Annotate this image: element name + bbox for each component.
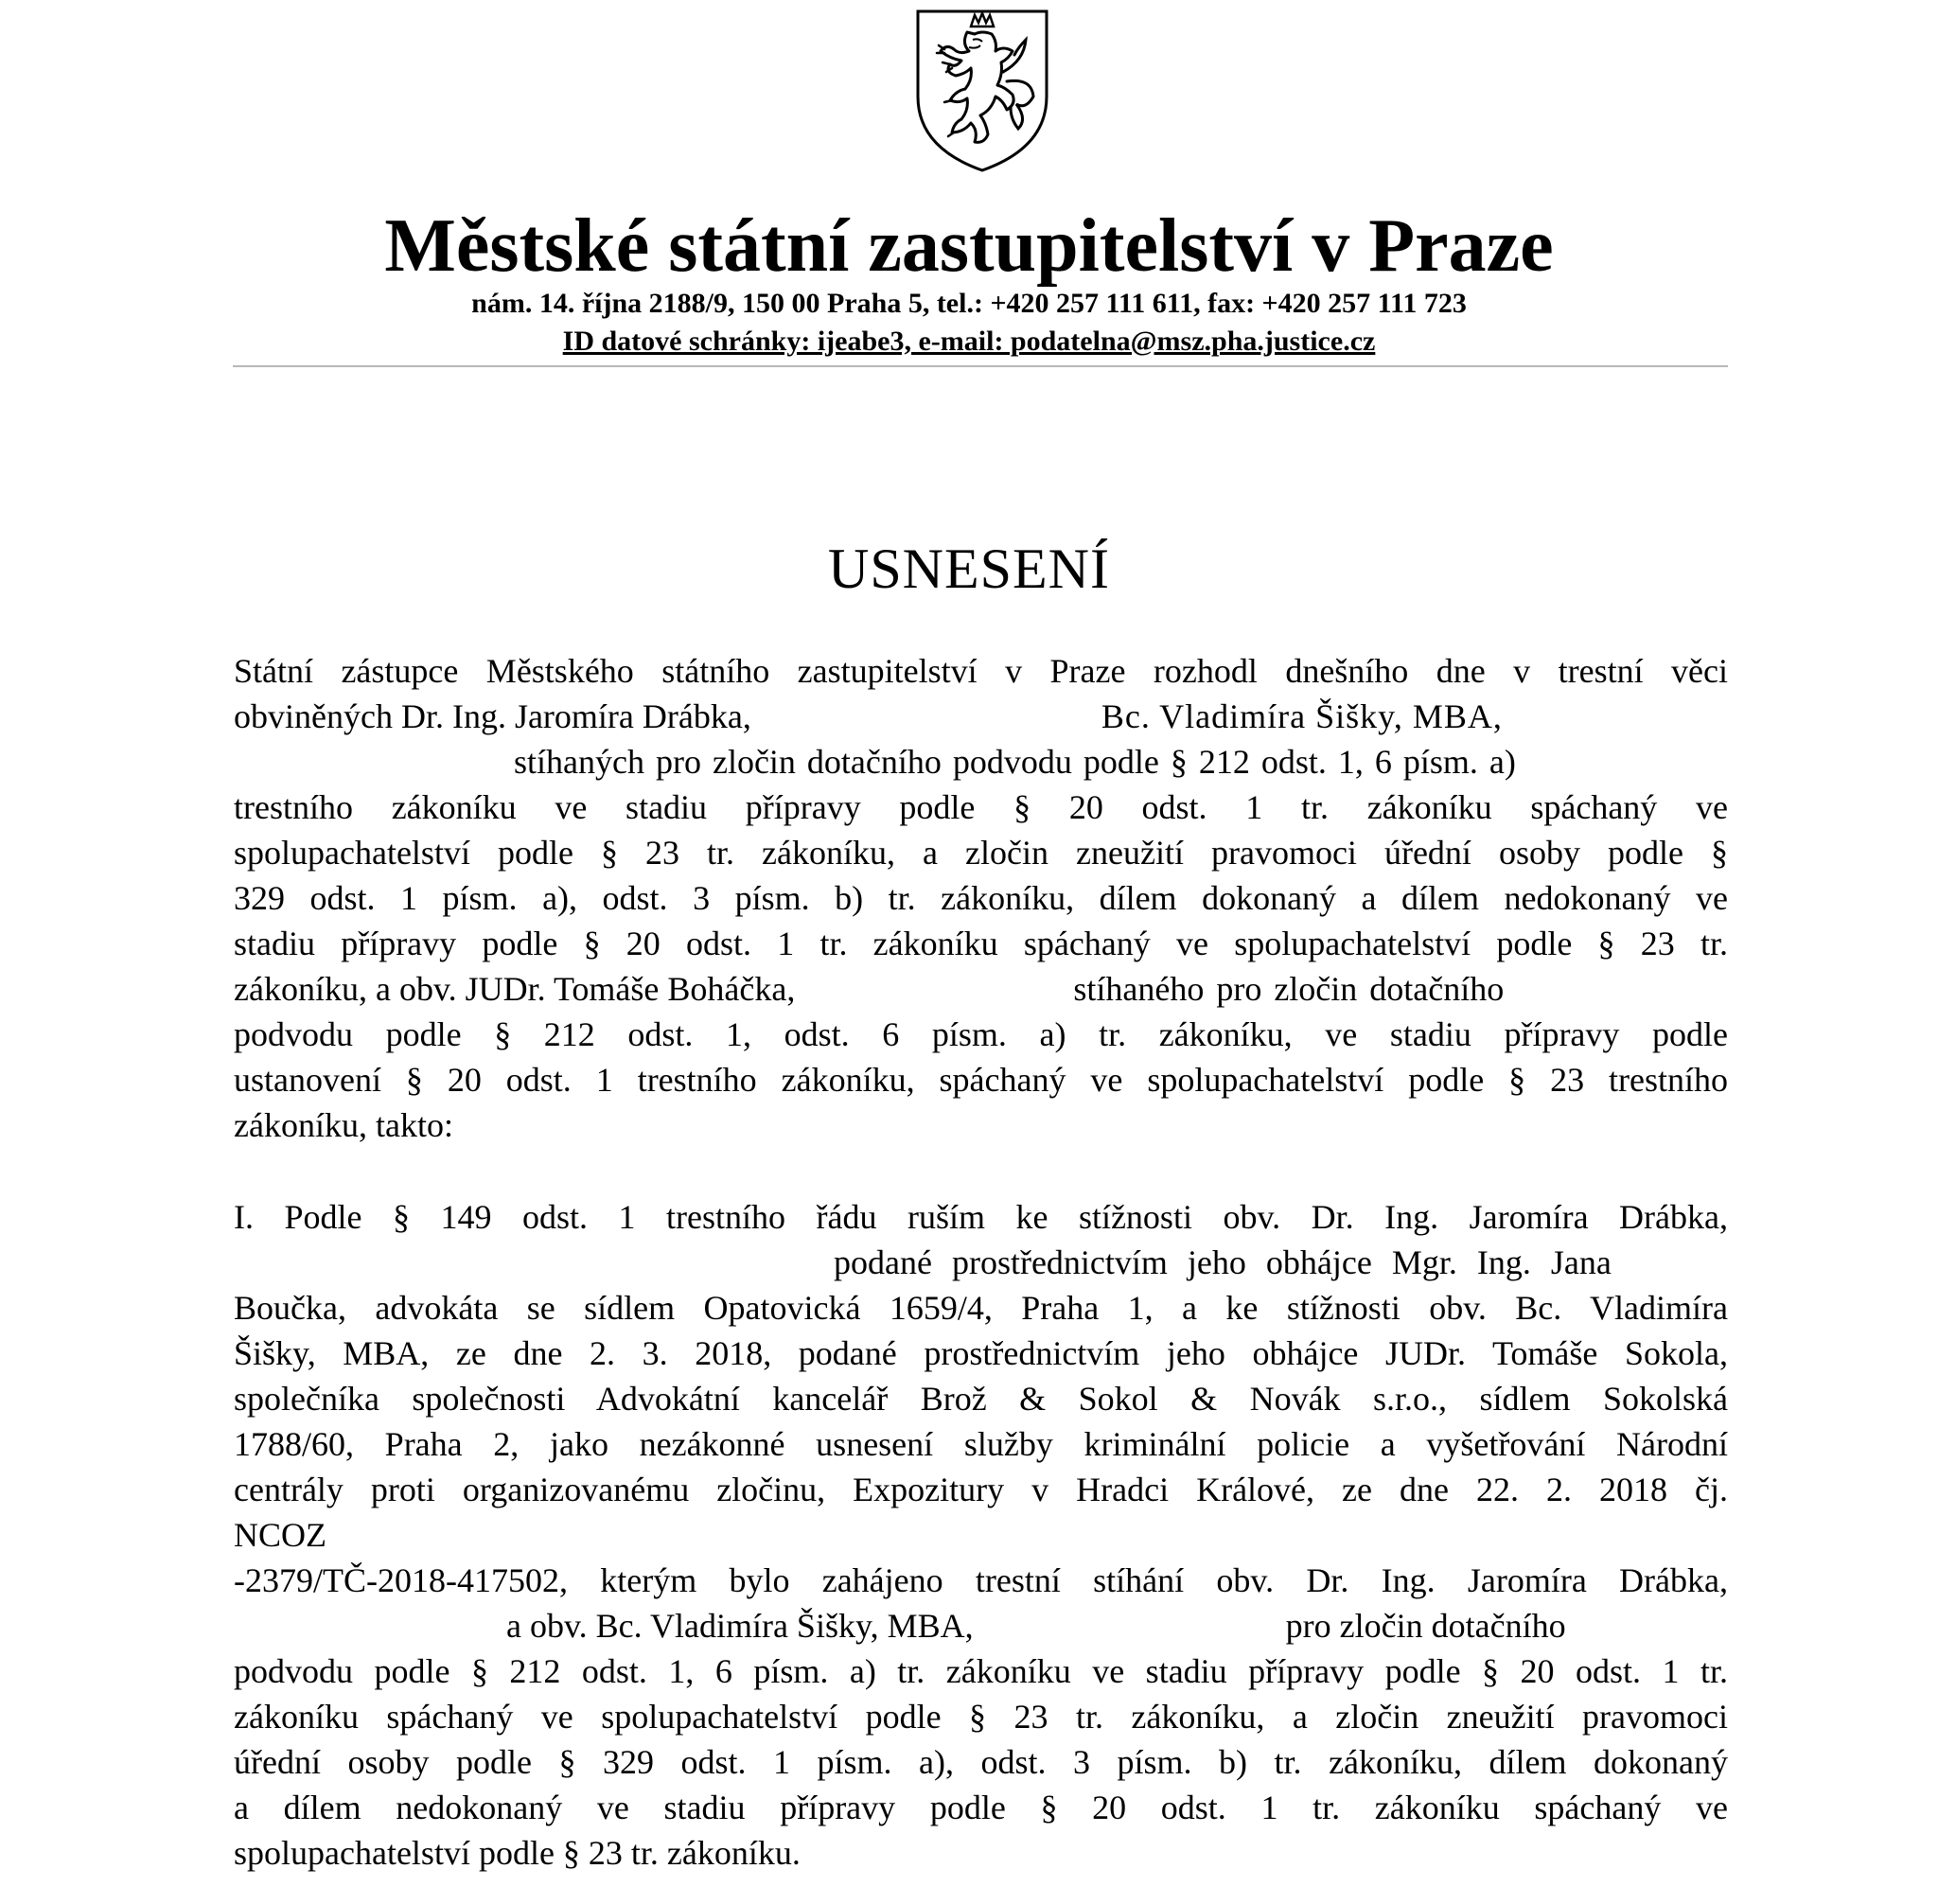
paragraph-line: NCOZ	[234, 1516, 326, 1554]
paragraph-line: zákoníku spáchaný ve spolupachatelství podle § 23 tr. zákoníku, a zločin zneužití pravomoci	[234, 1698, 1728, 1736]
paragraph-line: Státní zástupce Městského státního zastupitelství v Praze rozhodl dnešního dne v trestní věci	[234, 652, 1728, 690]
paragraph-line: Šišky, MBA, ze dne 2. 3. 2018, podané prostřednictvím jeho obhájce JUDr. Tomáše Sokola,	[234, 1334, 1728, 1372]
paragraph-line: ustanovení § 20 odst. 1 trestního zákoníku, spáchaný ve spolupachatelství podle § 23 trestního	[234, 1061, 1728, 1099]
paragraph-line: trestního zákoníku ve stadiu přípravy podle § 20 odst. 1 tr. zákoníku spáchaný ve	[234, 788, 1728, 826]
paragraph-line-segment: a obv. Bc. Vladimíra Šišky, MBA,	[506, 1607, 974, 1645]
office-address-line: nám. 14. října 2188/9, 150 00 Praha 5, tel.: +420 257 111 611, fax: +420 257 111 723	[471, 288, 1467, 319]
paragraph-line: Boučka, advokáta se sídlem Opatovická 1659/4, Praha 1, a ke stížnosti obv. Bc. Vladimíra	[234, 1289, 1728, 1327]
paragraph-line-segment: zákoníku, a obv. JUDr. Tomáše Boháčka,	[234, 970, 796, 1008]
paragraph-line	[234, 1603, 1728, 1648]
paragraph-line: podvodu podle § 212 odst. 1, odst. 6 písm. a) tr. zákoníku, ve stadiu přípravy podle	[234, 1015, 1728, 1053]
office-contact-line[interactable]: ID datové schránky: ijeabe3, e-mail: podatelna@msz.pha.justice.cz	[562, 326, 1376, 357]
paragraph-line: a dílem nedokonaný ve stadiu přípravy podle § 20 odst. 1 tr. zákoníku spáchaný ve	[234, 1789, 1728, 1826]
paragraph-line: zákoníku, takto:	[234, 1106, 453, 1144]
paragraph-line: spolupachatelství podle § 23 tr. zákoníku, a zločin zneužití pravomoci úřední osoby podle §	[234, 834, 1728, 872]
paragraph-line: stadiu přípravy podle § 20 odst. 1 tr. zákoníku spáchaný ve spolupachatelství podle § 23 tr.	[234, 925, 1728, 962]
paragraph-line: I. Podle § 149 odst. 1 trestního řádu ruším ke stížnosti obv. Dr. Ing. Jaromíra Drábka,	[234, 1198, 1728, 1236]
paragraph-line: centrály proti organizovanému zločinu, Expozitury v Hradci Králové, ze dne 22. 2. 2018 čj.	[234, 1471, 1728, 1508]
paragraph-line	[234, 739, 1728, 785]
paragraph-line-segment: stíhaného pro zločin dotačního	[1073, 970, 1505, 1008]
paragraph-line-segment: obviněných Dr. Ing. Jaromíra Drábka,	[234, 697, 751, 735]
paragraph-line: 1788/60, Praha 2, jako nezákonné usnesení služby kriminální policie a vyšetřování Národní	[234, 1425, 1728, 1463]
paragraph-line-segment: Bc. Vladimíra Šišky, MBA,	[1101, 697, 1503, 735]
paragraph-line-segment: stíhaných pro zločin dotačního podvodu podle § 212 odst. 1, 6 písm. a)	[514, 743, 1516, 781]
paragraph-line: společníka společnosti Advokátní kancelář Brož & Sokol & Novák s.r.o., sídlem Sokolská	[234, 1380, 1728, 1418]
paragraph-line-segment: pro zločin dotačního	[1285, 1607, 1566, 1645]
office-name-heading: Městské státní zastupitelství v Praze	[384, 204, 1554, 288]
paragraph-line: podvodu podle § 212 odst. 1, 6 písm. a) tr. zákoníku ve stadiu přípravy podle § 20 odst. 1 tr.	[234, 1652, 1728, 1690]
header-divider	[233, 365, 1728, 367]
paragraph-line: spolupachatelství podle § 23 tr. zákoníku.	[234, 1834, 801, 1872]
paragraph-line-segment: podané prostřednictvím jeho obhájce Mgr. Ing. Jana	[834, 1243, 1612, 1281]
paragraph-line	[234, 966, 1728, 1012]
paragraph-line	[234, 694, 1728, 739]
paragraph-line: úřední osoby podle § 329 odst. 1 písm. a), odst. 3 písm. b) tr. zákoníku, dílem dokonaný	[234, 1743, 1728, 1781]
paragraph-line: -2379/TČ-2018-417502, kterým bylo zahájeno trestní stíhání obv. Dr. Ing. Jaromíra Drábka,	[234, 1561, 1728, 1599]
paragraph-2	[234, 1194, 1728, 1876]
czech-coat-of-arms-lion-icon	[912, 6, 1052, 174]
paragraph-line: 329 odst. 1 písm. a), odst. 3 písm. b) tr. zákoníku, dílem dokonaný a dílem nedokonaný ve	[234, 879, 1728, 917]
document-title: USNESENÍ	[827, 538, 1110, 600]
paragraph-line	[234, 1240, 1728, 1285]
paragraph-1	[234, 648, 1728, 1148]
